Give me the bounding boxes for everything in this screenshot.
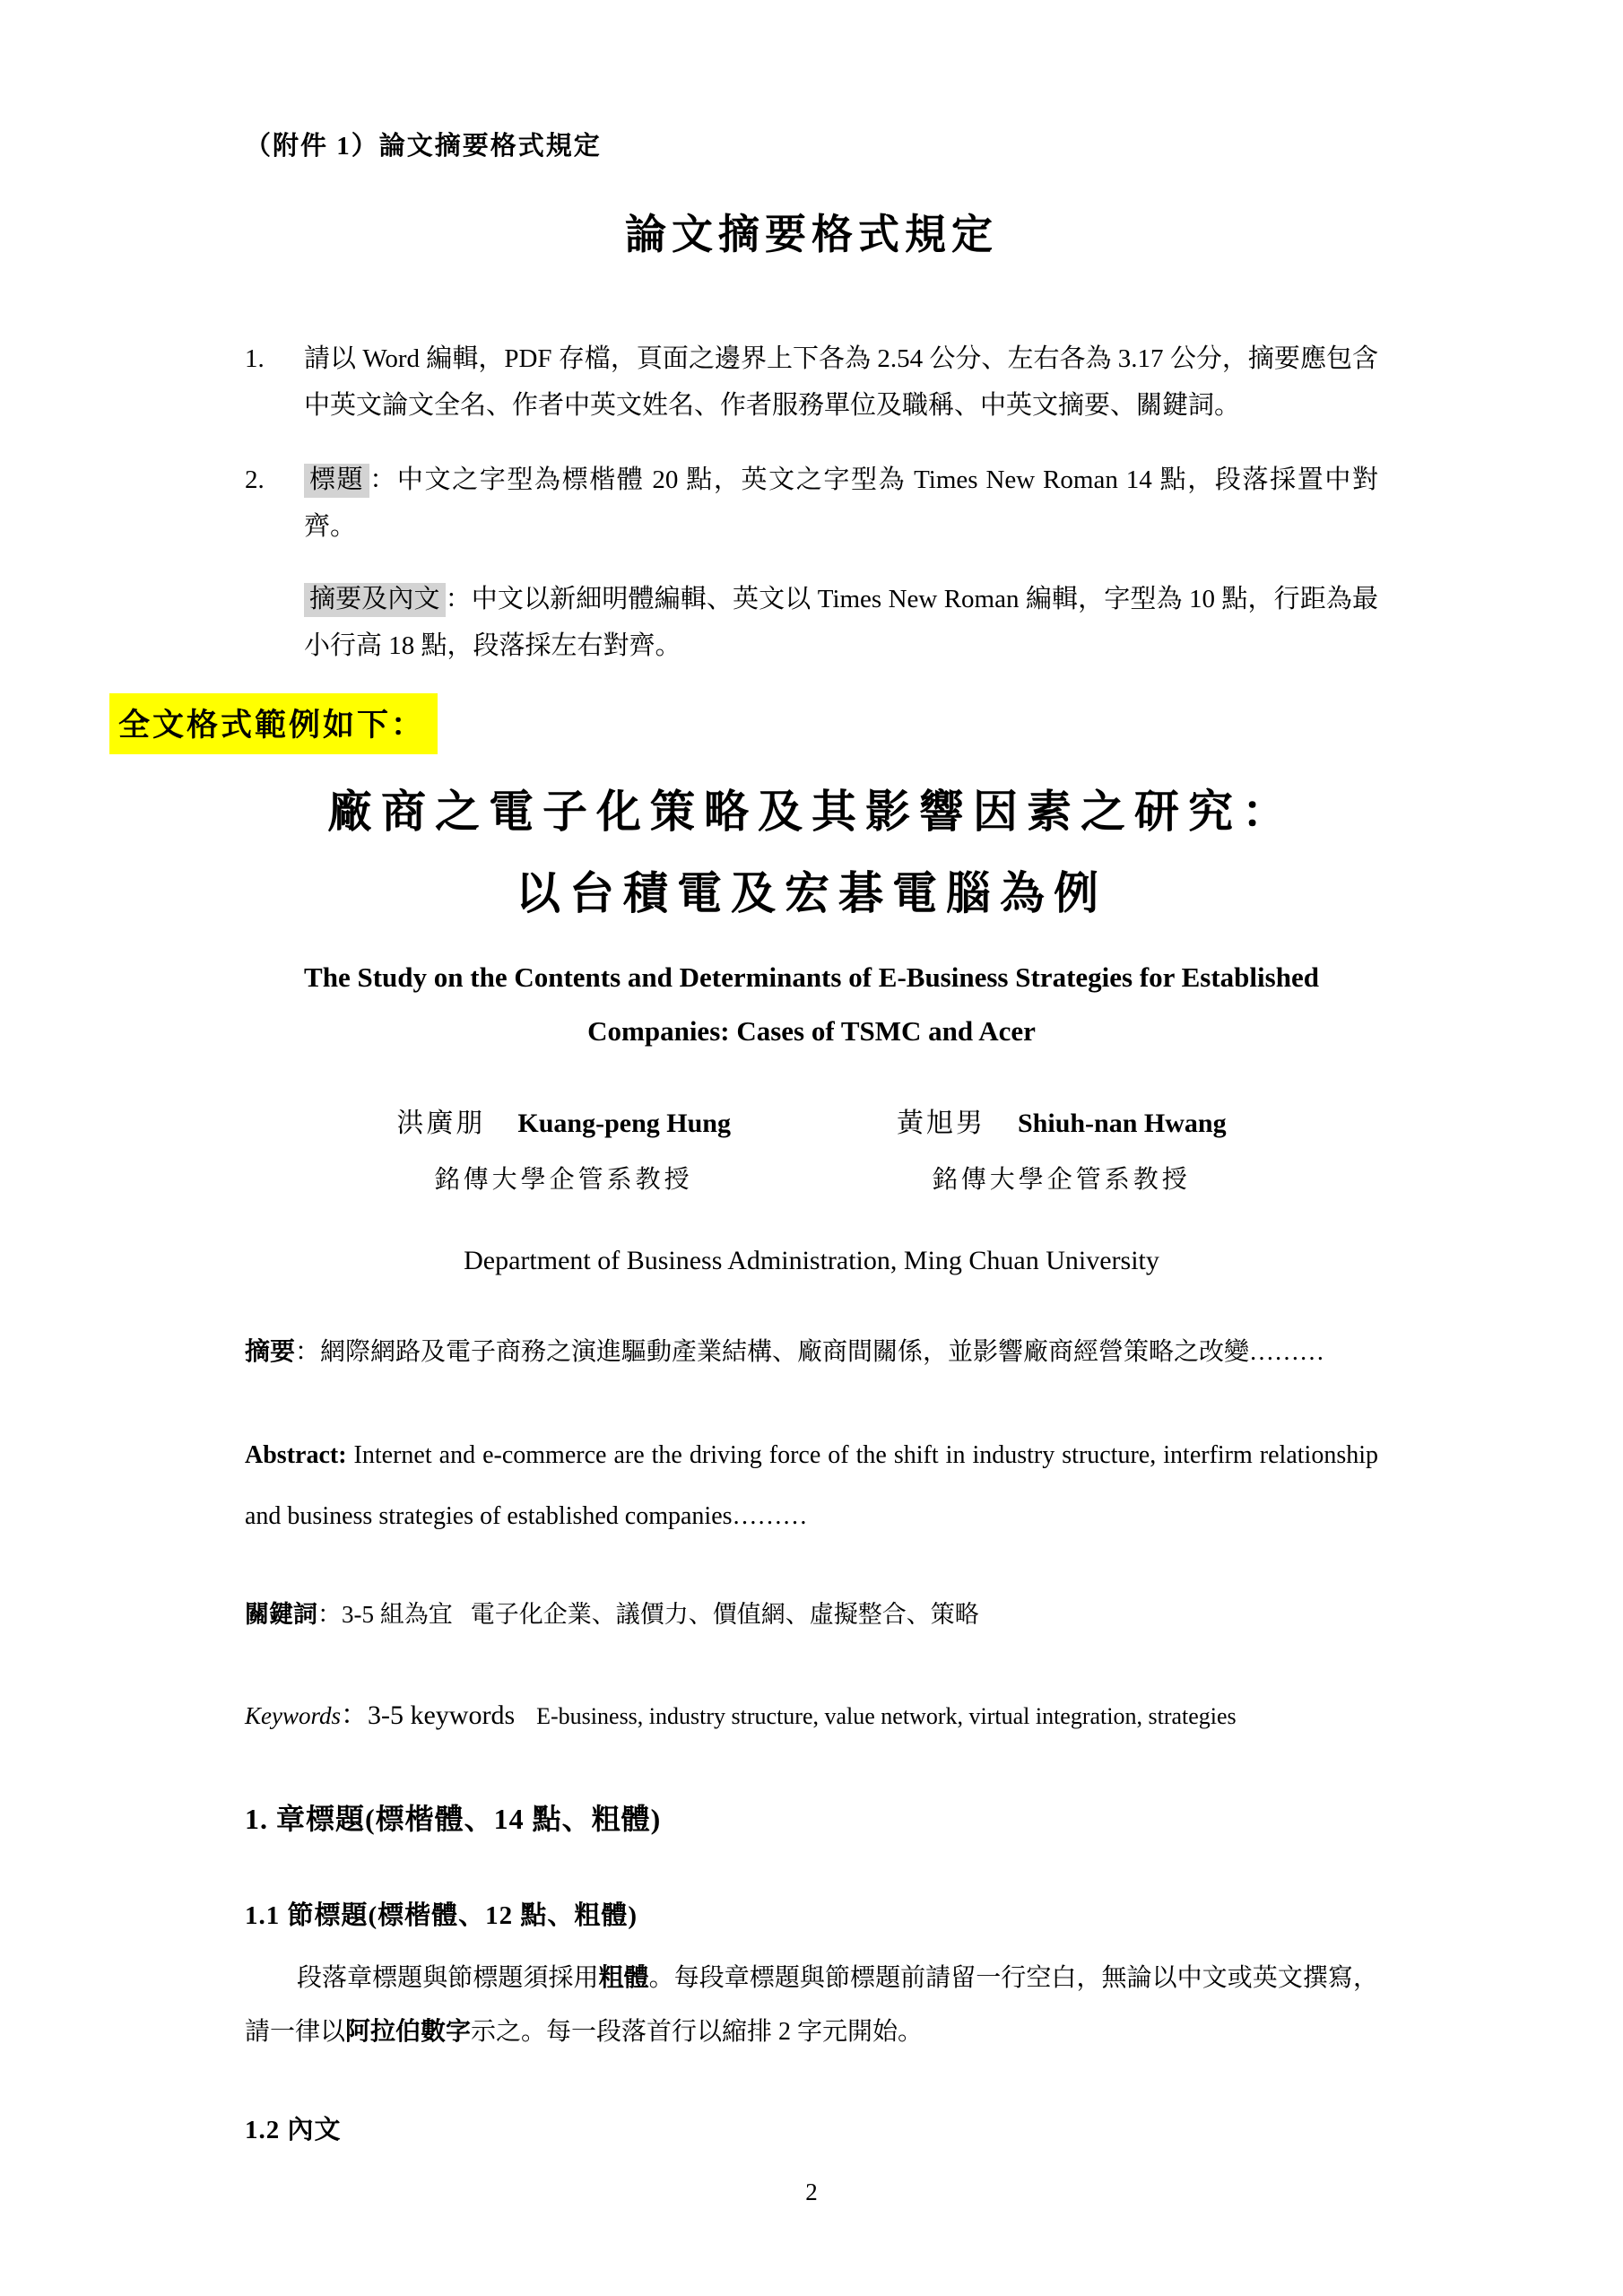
title-format-body: ：中文之字型為標楷體 20 點，英文之字型為 Times New Roman 14 點，段落採置中對齊。 — [304, 465, 1378, 541]
section-1-heading: 1. 章標題(標楷體、14 點、粗體) — [245, 1802, 662, 1835]
department-line: Department of Business Administration, Ming Chuan University — [464, 1245, 1159, 1275]
example-banner-highlight: 全文格式範例如下： — [109, 693, 438, 754]
author-1 — [396, 1100, 731, 1196]
keywords-en — [245, 1692, 1378, 1732]
body-text-seg1: 段落章標題與節標題須採用 — [297, 1963, 599, 1992]
keywords-en-hint: ：3-5 keywords — [341, 1700, 516, 1730]
rule-item-2-number: 2. — [245, 465, 265, 495]
keywords-cn-label: 關鍵詞 — [245, 1600, 317, 1628]
abstract-en-text: Internet and e-commerce are the driving force of the shift in industry structure, interfirm relationship and business strategies of established companies……… — [245, 1440, 1378, 1531]
author-1-en-name: Kuang-peng Hung — [517, 1108, 731, 1138]
keywords-cn-hint: ：3-5 組為宜 — [317, 1600, 453, 1628]
author-2-en-name: Shiuh-nan Hwang — [1017, 1108, 1227, 1138]
document-title: 論文摘要格式規定 — [625, 212, 998, 257]
abstract-cn-text: ：網際網路及電子商務之演進驅動產業結構、廠商間關係，並影響廠商經營策略之改變……… — [295, 1337, 1325, 1366]
author-2-cn-name: 黃旭男 — [896, 1108, 985, 1138]
abstract-en-label: Abstract: — [245, 1440, 347, 1469]
body-text-bold1: 粗體 — [598, 1963, 649, 1992]
keywords-en-list: E-business, industry structure, value network, virtual integration, strategies — [536, 1702, 1237, 1729]
rule-item-2b — [304, 577, 1378, 669]
abstract-cn-label: 摘要 — [245, 1337, 296, 1366]
author-2-affiliation: 銘傳大學企管系教授 — [932, 1165, 1191, 1194]
rule-item-1-number: 1. — [245, 344, 265, 373]
author-1-cn-name: 洪廣朋 — [396, 1108, 486, 1138]
authors-row — [245, 1100, 1378, 1196]
keywords-en-label: Keywords — [245, 1701, 341, 1729]
section-1-2-heading: 1.2 內文 — [245, 2116, 342, 2145]
rule-item-1 — [245, 336, 1378, 429]
keywords-cn — [245, 1595, 1378, 1630]
rule-item-2 — [245, 457, 1378, 550]
body-text-seg3: 示之。每一段落首行以縮排 2 字元開始。 — [471, 2017, 924, 2046]
attachment-heading: （附件 1）論文摘要格式規定 — [245, 132, 602, 161]
section-1-1-heading: 1.1 節標題(標楷體、12 點、粗體) — [245, 1900, 638, 1930]
author-1-name-line — [396, 1100, 731, 1140]
body-text-bold2: 阿拉伯數字 — [345, 2017, 472, 2046]
author-1-affiliation: 銘傳大學企管系教授 — [434, 1165, 693, 1194]
section-1-1-body — [245, 1952, 1378, 2059]
example-cn-title-line1: 廠商之電子化策略及其影響因素之研究： — [327, 786, 1296, 837]
abstract-cn — [245, 1332, 1378, 1368]
rule-item-2-text — [304, 457, 1378, 550]
author-2-name-line — [897, 1100, 1227, 1140]
example-cn-title-line2: 以台積電及宏碁電腦為例 — [516, 868, 1107, 919]
abstract-body-format-label: 摘要及內文 — [304, 583, 446, 617]
page-number: 2 — [805, 2179, 818, 2206]
abstract-en — [245, 1425, 1378, 1548]
example-banner-row — [109, 693, 1378, 754]
keywords-cn-list: 電子化企業、議價力、價值網、虛擬整合、策略 — [470, 1600, 979, 1628]
example-en-title: The Study on the Contents and Determinants of E-Business Strategies for Established Companies: Cases of TSMC and Acer — [304, 961, 1319, 1048]
title-format-label: 標題 — [304, 464, 369, 498]
body-text-seg2: 。每段章標題與節標題前請留一行空白，無論以中文或英文撰寫，請一律以 — [245, 1963, 1378, 2046]
abstract-body-format-body: ：中文以新細明體編輯、英文以 Times New Roman 編輯，字型為 10 點，行距為最小行高 18 點，段落採左右對齊。 — [304, 585, 1378, 661]
rule-item-1-text: 請以 Word 編輯，PDF 存檔，頁面之邊界上下各為 2.54 公分、左右各為 3.17 公分，摘要應包含中英文論文全名、作者中英文姓名、作者服務單位及職稱、中英文摘要、關鍵詞。 — [304, 344, 1378, 420]
author-2 — [897, 1100, 1227, 1196]
